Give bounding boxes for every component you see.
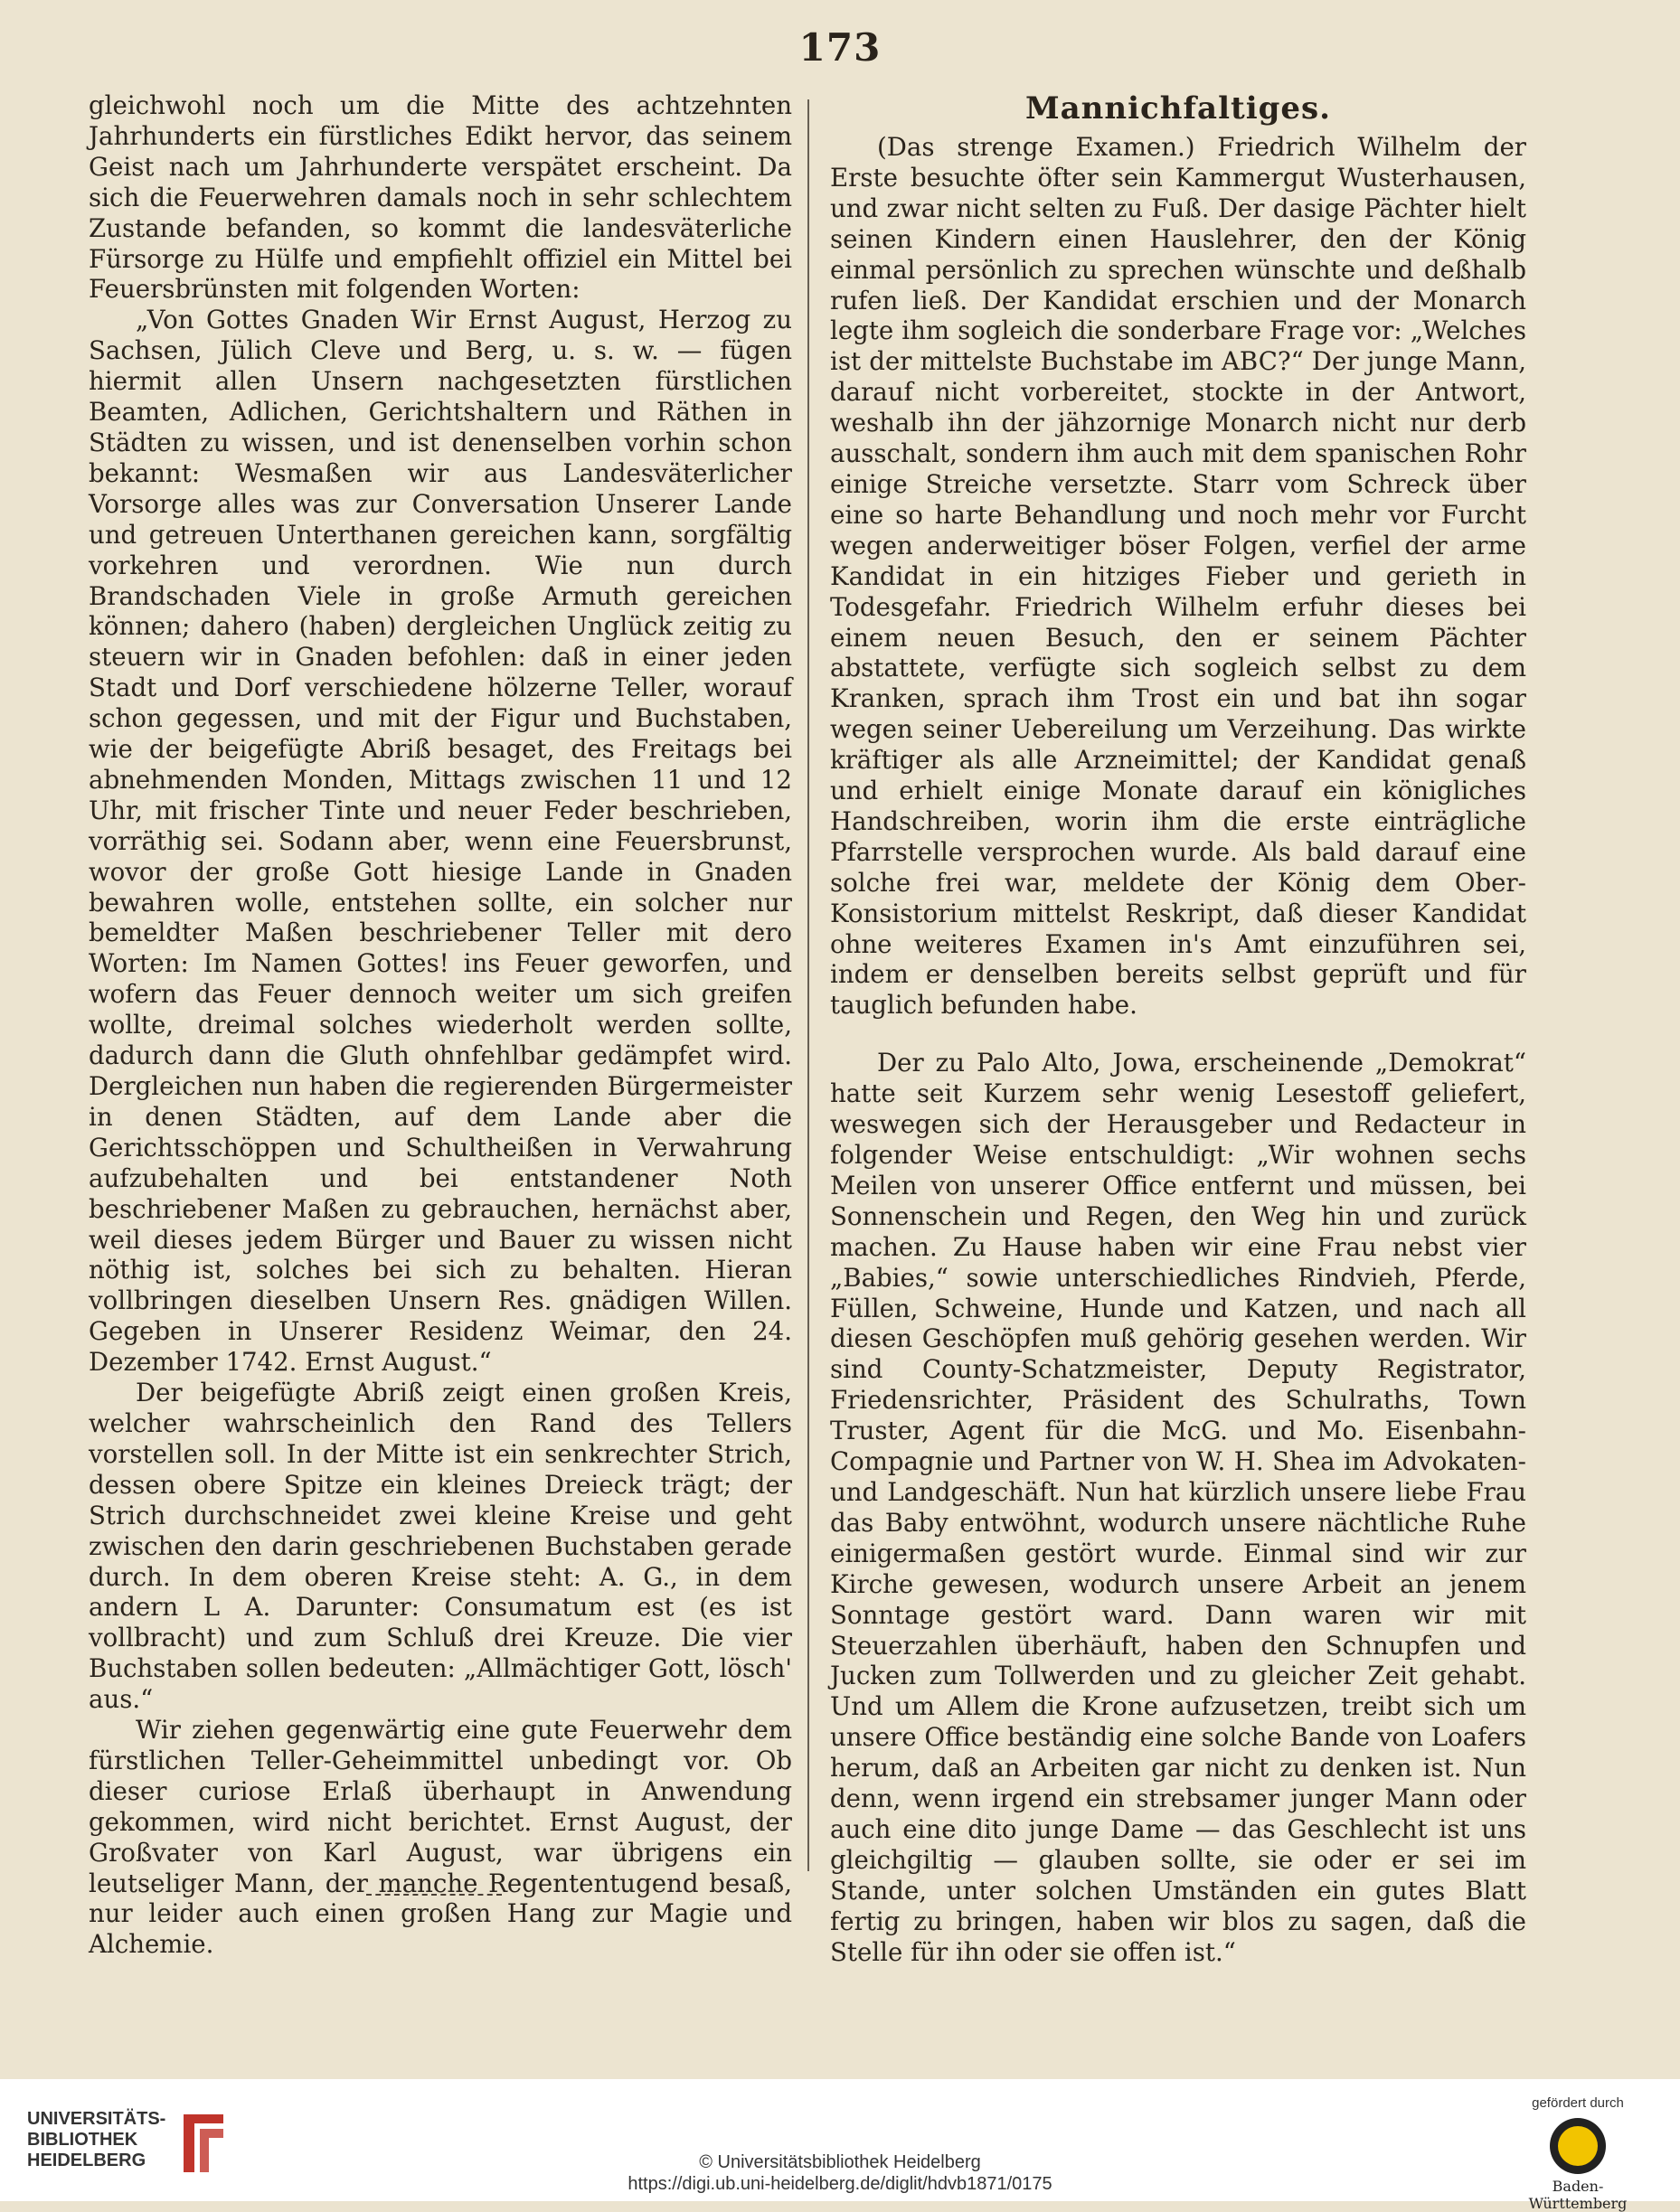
funded-by-label: gefördert durch	[1532, 2095, 1624, 2111]
logo-line-3: HEIDELBERG	[27, 2151, 146, 2170]
permalink[interactable]: https://digi.ub.uni-heidelberg.de/diglit/hdvb1871/0175	[628, 2174, 1052, 2194]
left-paragraph-3: Der beigefügte Abriß zeigt einen großen Kreis, welcher wahrscheinlich den Rand des Tellers vorstellen soll. In der Mitte ist ein senkrechter Strich, dessen obere Spitze ein kleines Dreieck trägt; der Strich durchschneidet zwei kleine Kreise und geht zwischen den darin geschriebenen Buchstaben gerade durch. In dem oberen Kreise steht: A. G., in dem andern L A. Darunter: Consumatum est (es ist vollbracht) und zum Schluß drei Kreuze. Die vier Buchstaben sollen bedeuten: „Allmächtiger Gott, lösch' aus.“	[89, 1378, 792, 1715]
column-divider	[807, 99, 809, 1871]
logo-line-1: UNIVERSITÄTS-	[27, 2109, 166, 2129]
left-column	[89, 90, 792, 1960]
right-paragraph-1: (Das strenge Examen.) Friedrich Wilhelm der Erste besuchte öfter sein Kammergut Wusterhausen, und zwar nicht selten zu Fuß. Der dasige Pächter hielt seinen Kindern einen Hauslehrer, den der König einmal persönlich zu sprechen wünschte und deßhalb rufen ließ. Der Kandidat erschien und der Monarch legte ihm sogleich die sonderbare Frage vor: „Welches ist der mittelste Buchstabe im ABC?“ Der junge Mann, darauf nicht vorbereitet, stockte in der Antwort, weshalb ihn der jähzornige Monarch nicht nur derb ausschalt, sondern ihm auch mit dem spanischen Rohr einige Streiche versetzte. Starr vom Schreck über eine so harte Behandlung und noch mehr vor Furcht wegen anderweitiger böser Folgen, verfiel der arme Kandidat in ein hitziges Fieber und gerieth in Todesgefahr. Friedrich Wilhelm erfuhr dieses bei einem neuen Besuch, den er seinem Pächter abstattete, verfügte sich sogleich selbst zu dem Kranken, sprach ihm Trost ein und bat ihn sogar wegen seiner Uebereilung um Verzeihung. Das wirkte kräftiger als alle Arzneimittel; der Kandidat genaß und erhielt einige Monate darauf ein königliches Handschreiben, worin ihm die erste einträgliche Pfarrstelle versprochen wurde. Als bald darauf eine solche frei war, meldete der König dem Ober-Konsistorium mittelst Reskript, daß dieser Kandidat ohne weiteres Examen in's Amt einzuführen sei, indem er denselben bereits selbst geprüft und für tauglich befunden habe.	[830, 132, 1526, 1021]
article-end-rule	[366, 1894, 502, 1897]
copyright-block	[0, 2151, 1680, 2195]
page-number: 173	[798, 25, 882, 70]
copyright-text: © Universitätsbibliothek Heidelberg	[699, 2152, 981, 2172]
left-paragraph-4: Wir ziehen gegenwärtig eine gute Feuerwehr dem fürstlichen Teller-Geheimmittel unbedingt vor. Ob dieser curiose Erlaß überhaupt in Anwendung gekommen, wird nicht berichtet. Ernst August, der Großvater von Karl August, war übrigens ein leutseliger Mann, der manche Regententugend besaß, nur leider auch einen großen Hang zur Magie und Alchemie.	[89, 1715, 792, 1960]
coat-of-arms-icon	[1550, 2118, 1606, 2174]
logo-line-2: BIBLIOTHEK	[27, 2130, 138, 2150]
funder-name: Baden-Württemberg	[1528, 2178, 1628, 2212]
left-paragraph-2: „Von Gottes Gnaden Wir Ernst August, Herzog zu Sachsen, Jülich Cleve und Berg, u. s. w. — fügen hiermit allen Unsern nachgesetzten fürstlichen Beamten, Adlichen, Gerichtshaltern und Räthen in Städten zu wissen, und ist denenselben vorhin schon bekannt: Wesmaßen wir aus Landesväterlicher Vorsorge alles was zur Conversation Unserer Lande und getreuen Unterthanen gereichen kann, sorgfältig vorkehren und verordnen. Wie nun durch Brandschaden Viele in große Armuth gereichen können; dahero (haben) dergleichen Unglück zeitig zu steuern wir in Gnaden befohlen: daß in einer jeden Stadt und Dorf verschiedene hölzerne Teller, worauf schon gegessen, und mit der Figur und Buchstaben, wie der beigefügte Abriß besaget, des Freitags bei abnehmenden Monden, Mittags zwischen 11 und 12 Uhr, mit frischer Tinte und neuer Feder beschrieben, vorräthig sei. Sodann aber, wenn eine Feuersbrunst, wovor der große Gott hiesige Lande in Gnaden bewahren wolle, entstehen sollte, ein solcher nur bemeldter Maßen beschriebener Teller mit dero Worten: Im Namen Gottes! ins Feuer geworfen, und wofern das Feuer dennoch weiter um sich greifen wollte, dreimal solches wiederholt werden sollte, dadurch dann die Gluth ohnfehlbar gedämpfet wird. Dergleichen nun haben die regierenden Bürgermeister in denen Städten, auf dem Lande aber die Gerichtsschöppen und Schultheißen in Verwahrung aufzubehalten und bei entstandener Noth beschriebener Maßen zu gebrauchen, hernächst aber, weil dieses jedem Bürger und Bauer zu wissen nicht nöthig ist, solches bei sich zu behalten. Hieran vollbringen dieselben Unsern Res. gnädigen Willen. Gegeben in Unserer Residenz Weimar, den 24. Dezember 1742. Ernst August.“	[89, 305, 792, 1378]
right-column	[830, 90, 1526, 1967]
section-title: Mannichfaltiges.	[1024, 90, 1332, 127]
right-paragraph-2: Der zu Palo Alto, Jowa, erscheinende „Demokrat“ hatte seit Kurzem sehr wenig Lesestoff geliefert, weswegen sich der Herausgeber und Redacteur in folgender Weise entschuldigt: „Wir wohnen sechs Meilen von unserer Office entfernt und müssen, bei Sonnenschein und Regen, den Weg hin und zurück machen. Zu Hause haben wir eine Frau nebst vier „Babies,“ sowie unterschiedliches Rindvieh, Pferde, Füllen, Schweine, Hunde und Katzen, und nach all diesen Geschöpfen muß gehörig gesehen werden. Wir sind County-Schatzmeister, Deputy Registrator, Friedensrichter, Präsident des Schulraths, Town Truster, Agent für die McG. und Mo. Eisenbahn-Compagnie und Partner von W. H. Shea im Advokaten- und Landgeschäft. Nun hat kürzlich unsere liebe Frau das Baby entwöhnt, wodurch unsere nächtliche Ruhe einigermaßen gestört wurde. Einmal sind wir zur Kirche gewesen, wodurch unsere Arbeit an jenem Sonntage gestört ward. Dann waren wir mit Steuerzahlen überhäuft, haben den Schnupfen und Jucken zum Tollwerden und zu gleicher Zeit gehabt. Und um Allem die Krone aufzusetzen, treibt sich um unsere Office beständig eine solche Bande von Loafers herum, daß an Arbeiten gar nicht zu denken ist. Nun denn, wenn irgend ein strebsamer junger Mann oder auch eine dito junge Dame — das Geschlecht ist uns gleichgiltig — glauben sollte, sie oder er sei im Stande, unter solchen Umständen ein gutes Blatt fertig zu bringen, haben wir blos zu sagen, daß die Stelle für ihn oder sie offen ist.“	[830, 1048, 1526, 1967]
footer-bar	[0, 2079, 1680, 2212]
funding-block	[1510, 2095, 1646, 2212]
left-paragraph-1: gleichwohl noch um die Mitte des achtzehnten Jahrhunderts ein fürstliches Edikt hervor, das seinem Geist nach um Jahrhunderte verspätet erscheint. Da sich die Feuerwehren damals noch in sehr schlechtem Zustande befanden, so kommt die landesväterliche Fürsorge zu Hülfe und empfiehlt offiziel ein Mittel bei Feuersbrünsten mit folgenden Worten:	[89, 90, 792, 305]
